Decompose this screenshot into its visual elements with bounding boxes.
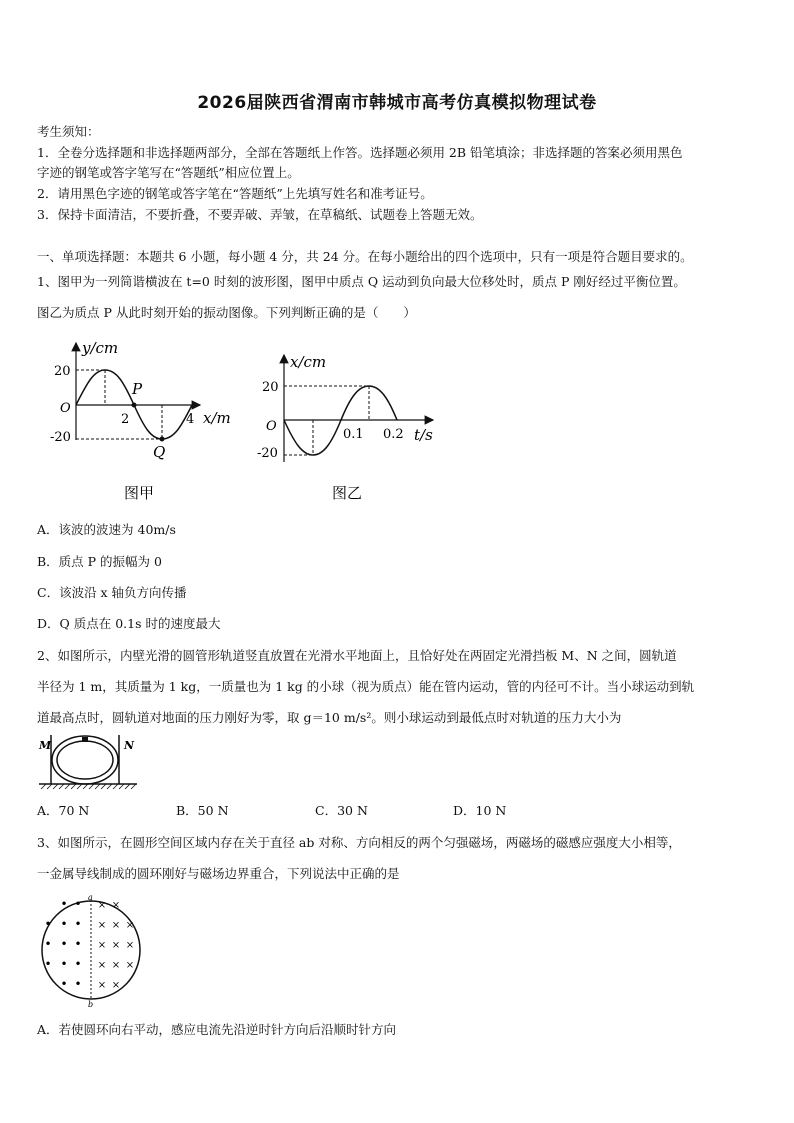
tick-x-2: 2 <box>121 412 130 427</box>
field-dot: • <box>74 917 82 931</box>
q2-stem-line-1: 2、如图所示，内壁光滑的圆管形轨道竖直放置在光滑水平地面上，且恰好处在两固定光滑挡板 M、N 之间，圆轨道 <box>37 648 677 663</box>
q1-option-d: D．Q 质点在 0.1s 时的速度最大 <box>37 616 221 631</box>
field-cross: × <box>97 980 107 991</box>
origin-label: O <box>60 401 71 416</box>
q1-stem-line-1: 1、图甲为一列简谐横波在 t=0 时刻的波形图，图甲中质点 Q 运动到负向最大位移处时，质点 P 刚好经过平衡位置。 <box>37 274 686 289</box>
field-cross: × <box>97 900 107 911</box>
field-dot: • <box>44 917 52 931</box>
point-p-label: P <box>132 380 143 398</box>
tick-x-0.2: 0.2 <box>383 427 404 442</box>
label-m: M <box>39 739 52 752</box>
notice-line-1: 1．全卷分选择题和非选择题两部分，全部在答题纸上作答。选择题必须用 2B 铅笔填涂；非选择题的答案必须用黑色 <box>37 145 683 160</box>
label-n: N <box>124 739 135 752</box>
field-cross: × <box>125 920 135 931</box>
tick-y-pos: 20 <box>54 364 71 379</box>
ring-outer <box>52 736 118 784</box>
ball <box>82 737 88 742</box>
field-cross: × <box>111 900 121 911</box>
field-dot: • <box>44 957 52 971</box>
field-dot: • <box>74 937 82 951</box>
q2-option-d: D．10 N <box>453 803 507 818</box>
tick-y-neg: -20 <box>257 446 278 461</box>
label-b: b <box>88 1000 94 1008</box>
field-cross: × <box>97 960 107 971</box>
field-cross: × <box>111 920 121 931</box>
q1-figure-wave <box>50 335 250 510</box>
figure-caption-yi: 图乙 <box>332 484 363 502</box>
point-q-dot <box>160 437 165 442</box>
q2-figure-track <box>37 732 147 792</box>
field-dot: • <box>74 957 82 971</box>
field-dot: • <box>60 977 68 991</box>
field-dot: • <box>74 977 82 991</box>
notice-line-4: 3．保持卡面清洁，不要折叠，不要弄破、弄皱，在草稿纸、试题卷上答题无效。 <box>37 207 483 222</box>
q2-option-a: A．70 N <box>37 803 90 818</box>
y-axis-label: y/cm <box>82 339 119 357</box>
tick-x-0.1: 0.1 <box>343 427 364 442</box>
figure-caption-jia: 图甲 <box>124 484 155 502</box>
field-cross: × <box>125 940 135 951</box>
field-cross: × <box>111 960 121 971</box>
x-axis-label: x/m <box>203 409 231 427</box>
q3-stem-line-2: 一金属导线制成的圆环刚好与磁场边界重合，下列说法中正确的是 <box>37 866 400 881</box>
q1-option-c: C．该波沿 x 轴负方向传播 <box>37 585 187 600</box>
q2-option-b: B．50 N <box>176 803 229 818</box>
q1-figure-vibration <box>255 350 445 510</box>
y-axis-label: x/cm <box>290 353 327 371</box>
ring-inner <box>57 741 113 779</box>
field-cross: × <box>97 940 107 951</box>
q1-option-b: B．质点 P 的振幅为 0 <box>37 554 162 569</box>
page-title: 2026届陕西省渭南市韩城市高考仿真模拟物理试卷 <box>197 93 597 113</box>
origin-label: O <box>266 419 277 434</box>
q3-stem-line-1: 3、如图所示，在圆形空间区域内存在关于直径 ab 对称、方向相反的两个匀强磁场，两磁场的磁感应强度大小相等， <box>37 835 681 850</box>
field-dot: • <box>60 897 68 911</box>
field-dot: • <box>60 917 68 931</box>
field-dot: • <box>44 937 52 951</box>
q1-option-a: A．该波的波速为 40m/s <box>37 522 176 537</box>
field-cross: × <box>97 920 107 931</box>
q2-stem-line-3: 道最高点时，圆轨道对地面的压力刚好为零，取 g＝10 m/s²。则小球运动到最低点时对轨道的压力大小为 <box>37 710 622 725</box>
field-cross: × <box>111 980 121 991</box>
x-axis-label: t/s <box>414 426 433 444</box>
field-in-crosses <box>98 900 134 991</box>
tick-x-4: 4 <box>186 412 195 427</box>
point-q-label: Q <box>153 443 166 461</box>
label-a: a <box>88 893 93 902</box>
field-dot: • <box>60 937 68 951</box>
q2-option-c: C．30 N <box>315 803 368 818</box>
q3-option-a: A．若使圆环向右平动，感应电流先沿逆时针方向后沿顺时针方向 <box>37 1022 397 1037</box>
section-heading: 一、单项选择题：本题共 6 小题，每小题 4 分，共 24 分。在每小题给出的四个选项中，只有一项是符合题目要求的。 <box>37 249 693 264</box>
q2-stem-line-2: 半径为 1 m，其质量为 1 kg，一质量也为 1 kg 的小球（视为质点）能在管内运动，管的内径可不计。当小球运动到轨 <box>37 679 695 694</box>
q3-figure-field <box>36 892 146 1008</box>
notice-line-3: 2．请用黑色字迹的钢笔或答字笔在“答题纸”上先填写姓名和准考证号。 <box>37 186 433 201</box>
field-dot: • <box>74 897 82 911</box>
point-p-dot <box>132 403 137 408</box>
field-dot: • <box>60 957 68 971</box>
q1-stem-line-2: 图乙为质点 P 从此时刻开始的振动图像。下列判断正确的是（ ） <box>37 305 416 320</box>
tick-y-pos: 20 <box>262 380 279 395</box>
notice-heading: 考生须知： <box>37 124 100 139</box>
field-cross: × <box>125 960 135 971</box>
tick-y-neg: -20 <box>50 430 71 445</box>
notice-line-2: 字迹的钢笔或答字笔写在“答题纸”相应位置上。 <box>37 165 300 180</box>
field-cross: × <box>111 940 121 951</box>
